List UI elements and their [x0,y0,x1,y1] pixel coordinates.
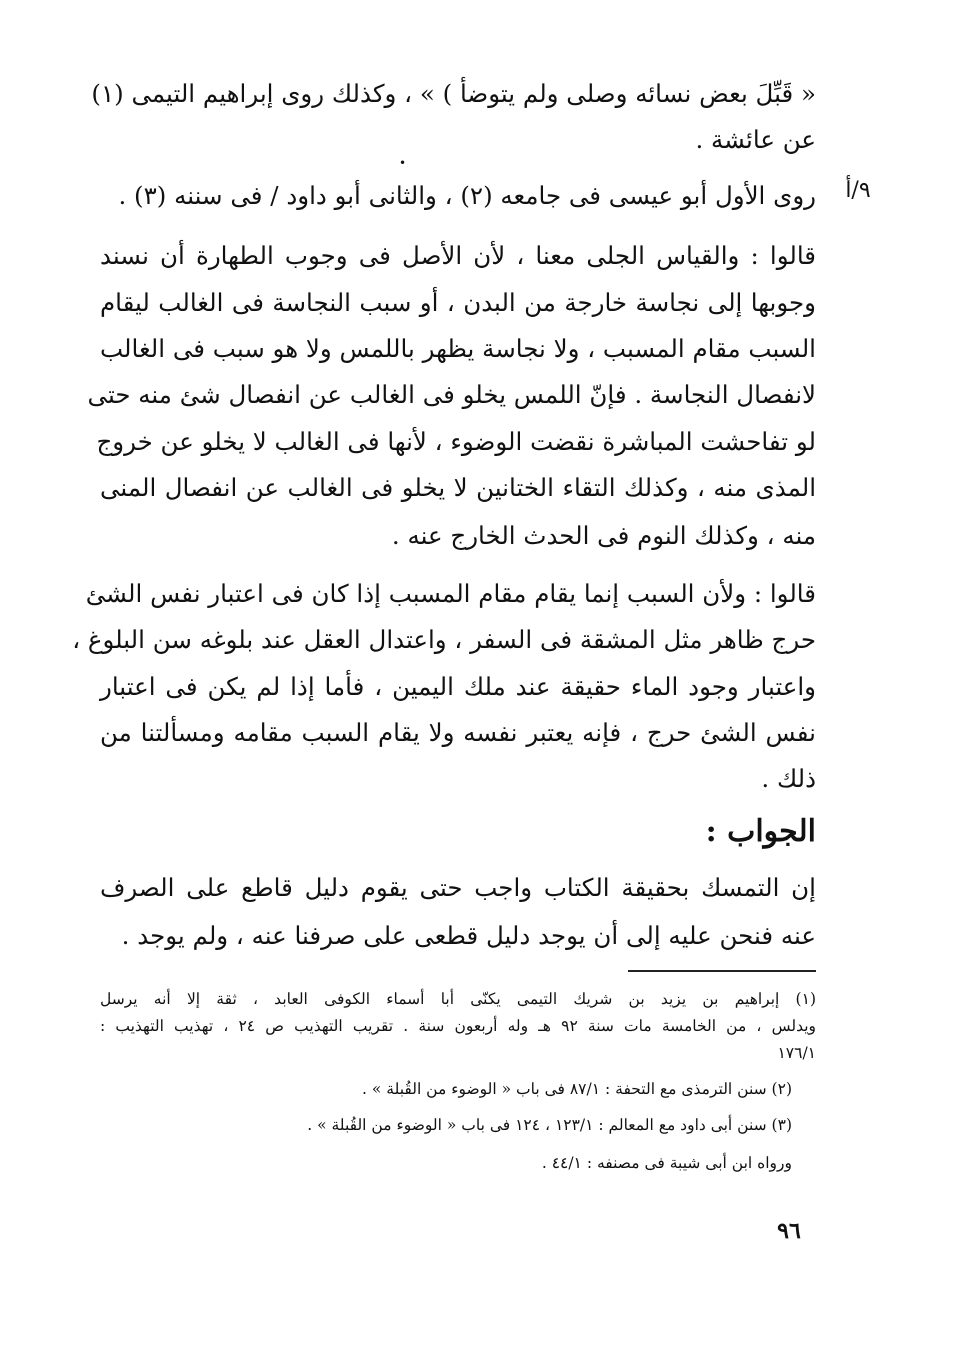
footnote-line: ورواه ابن أبى شيبة فى مصنفه : ٤٤/١ . [541,1154,792,1172]
body-line: منه ، وكذلك النوم فى الحدث الخارج عنه . [391,521,816,550]
body-line: المذى منه ، وكذلك التقاء الختانين لا يخلو فى الغالب عن انفصال المنى [100,473,816,502]
body-line: ذلك . [761,764,816,793]
body-line: نفس الشئ حرج ، فإنه يعتبر نفسه ولا يقام السبب مقامه ومسألتنا من [100,718,816,747]
footnote-line: (٣) سنن أبى داود مع المعالم : ١٢٣/١ ، ١٢٤ فى باب « الوضوء من القُبلة » . [307,1116,792,1134]
body-line: روى الأول أبو عيسى فى جامعه (٢) ، والثانى أبو داود / فى سننه (٣) . [118,181,816,210]
footnote-line: ١٧٦/١ [777,1044,816,1062]
answer-line: إن التمسك بحقيقة الكتاب واجب حتى يقوم دليل قاطع على الصرف [100,873,816,902]
body-line: عن عائشة . [695,125,816,154]
margin-folio-note: ٩/أ [845,178,871,203]
section-heading: الجواب : [705,814,816,849]
body-line: قالوا : والقياس الجلى معنا ، لأن الأصل فى وجوب الطهارة أن نسند [100,241,816,270]
footnote-line: (١) إبراهيم بن يزيد بن شريك التيمى يكنّى أبا أسماء الكوفى العابد ، ثقة إلا أنه يرسل [100,990,816,1008]
footnote-line: (٢) سنن الترمذى مع التحفة : ٨٧/١ فى باب « الوضوء من القُبلة » . [362,1080,792,1098]
page-number: ٩٦ [777,1218,801,1244]
body-line: حرج ظاهر مثل المشقة فى السفر ، واعتدال العقل عند بلوغه سن البلوغ ، [72,625,816,654]
footnote-line: ويدلس ، من الخامسة مات سنة ٩٢ هـ وله أربعون سنة . تقريب التهذيب ص ٢٤ ، تهذيب التهذيب : [100,1017,817,1035]
body-line: السبب مقام المسبب ، ولا نجاسة يظهر باللمس ولا هو سبب فى الغالب [100,334,816,363]
body-line: قالوا : ولأن السبب إنما يقام مقام المسبب إذا كان فى اعتبار نفس الشئ [85,579,816,608]
ink-speck: • [399,156,407,170]
body-line: واعتبار وجود الماء حقيقة عند ملك اليمين ، فأما إذا لم يكن فى اعتبار [100,672,816,701]
body-line: لو تفاحشت المباشرة نقضت الوضوء ، لأنها فى الغالب لا يخلو عن خروج [96,427,816,456]
body-line: وجوبها إلى نجاسة خارجة من البدن ، أو سبب النجاسة فى الغالب ليقام [100,288,816,317]
footnote-separator [628,970,816,972]
answer-line: عنه فنحن عليه إلى أن يوجد دليل قطعى على صرفنا عنه ، ولم يوجد . [121,921,816,950]
body-line: « قَبِّلَ بعض نسائه وصلى ولم يتوضأ ) » ، وكذلك روى إبراهيم التيمى (١) [91,79,816,108]
body-line: لانفصال النجاسة . فإنّ اللمس يخلو فى الغالب عن انفصال شئ منه حتى [87,380,816,409]
